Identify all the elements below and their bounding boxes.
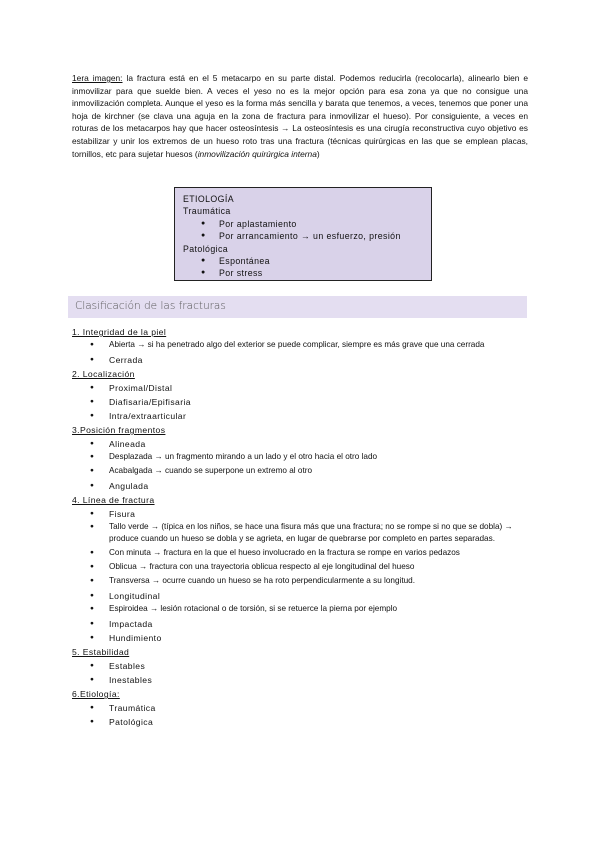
list-item: ● Hundimiento — [72, 631, 528, 645]
list-item: ● Desplazada → un fragmento mirando a un lado y el otro hacia el otro lado — [72, 451, 528, 463]
list-item: ● Impactada — [72, 617, 528, 631]
list-item: ● Longitudinal — [72, 589, 528, 603]
list-item: ● Cerrada — [72, 353, 528, 367]
etiology-title: ETIOLOGÍA — [183, 194, 235, 204]
etiology-item: ● Espontánea — [183, 255, 423, 267]
list-item: ● Intra/extraarticular — [72, 409, 528, 423]
heading-fracture-line: 4. Línea de fractura — [72, 494, 155, 505]
list-item: ● Abierta → si ha penetrado algo del exterior se puede complicar, siempre es más grave que una cerrada — [72, 339, 528, 351]
heading-fragment-position: 3.Posición fragmentos — [72, 424, 166, 435]
list-item: ● Acabalgada → cuando se superpone un extremo al otro — [72, 465, 528, 477]
list-item: ● Transversa → ocurre cuando un hueso se ha roto perpendicularmente a su longitud. — [72, 575, 528, 587]
section-title: Clasificación de las fracturas — [68, 296, 527, 318]
intro-text: la fractura está en el 5 metacarpo en su parte distal. Podemos reducirla (recolocarla), alinearlo bien e inmovilizar para que suelde bien. A veces el yeso no es la mejor opción para esa zona ya que no consigue una inmovilización completa. Aunque el yeso es la forma más sencilla y barata que tenemos, a veces, tenemos que poner una hoja de kirchner (se clava una aguja en la zona de fractura para inmovilizar el hueso). Por consiguiente, a veces en roturas de los metacarpos hay que hacer osteosíntesis → La osteosíntesis es una cirugía reconstructiva cuyo objetivo es estabilizar y unir los extremos de un hueso roto tras una fractura (técnicas quirúrgicas en las que se emplean placas, tornillos, etc para sujetar huesos ( — [72, 73, 528, 159]
list-item: ● Diafisaria/Epifisaria — [72, 395, 528, 409]
intro-italic: inmovilización quirúrgica interna — [197, 148, 317, 159]
etiology-group-traumatic: Traumática — [183, 206, 231, 217]
list-item: ● Oblicua → fractura con una trayectoria oblicua respecto al eje longitudinal del hueso — [72, 561, 528, 573]
heading-location: 2. Localización — [72, 368, 135, 379]
list-item: ● Alineada — [72, 437, 528, 451]
classification-outline — [72, 325, 528, 729]
heading-etiology: 6.Etiología: — [72, 689, 120, 700]
list-item: ● Fisura — [72, 507, 528, 521]
etiology-item: ● Por stress — [183, 267, 423, 279]
list-item: ● Proximal/Distal — [72, 381, 528, 395]
etiology-group-pathologic: Patológica — [183, 243, 229, 254]
heading-stability: 5. Estabilidad — [72, 647, 130, 658]
intro-text-end: ) — [316, 148, 320, 159]
list-item: ● Con minuta → fractura en la que el hueso involucrado en la fractura se rompe en varios pedazos — [72, 547, 528, 559]
intro-lead: 1era imagen: — [72, 73, 123, 83]
list-item: ● Estables — [72, 659, 528, 673]
list-item: ● Inestables — [72, 673, 528, 687]
etiology-box — [174, 187, 432, 281]
list-item: ● Angulada — [72, 479, 528, 493]
heading-skin-integrity: 1. Integridad de la piel — [72, 327, 167, 337]
list-item: ● Patológica — [72, 715, 528, 729]
intro-paragraph — [72, 72, 528, 160]
etiology-item: ● Por arrancamiento → un esfuerzo, presión — [183, 230, 423, 242]
list-item: ● Espiroidea → lesión rotacional o de torsión, si se retuerce la pierna por ejemplo — [72, 603, 528, 615]
list-item: ● Traumática — [72, 701, 528, 715]
list-item: ● Tallo verde → (típica en los niños, se hace una fisura más que una fractura; no se rompe si no que se dobla) → produce cuando un hueso se dobla y se agrieta, en lugar de quebrarse por completo en partes separadas. — [72, 521, 528, 546]
etiology-item: ● Por aplastamiento — [183, 218, 423, 230]
